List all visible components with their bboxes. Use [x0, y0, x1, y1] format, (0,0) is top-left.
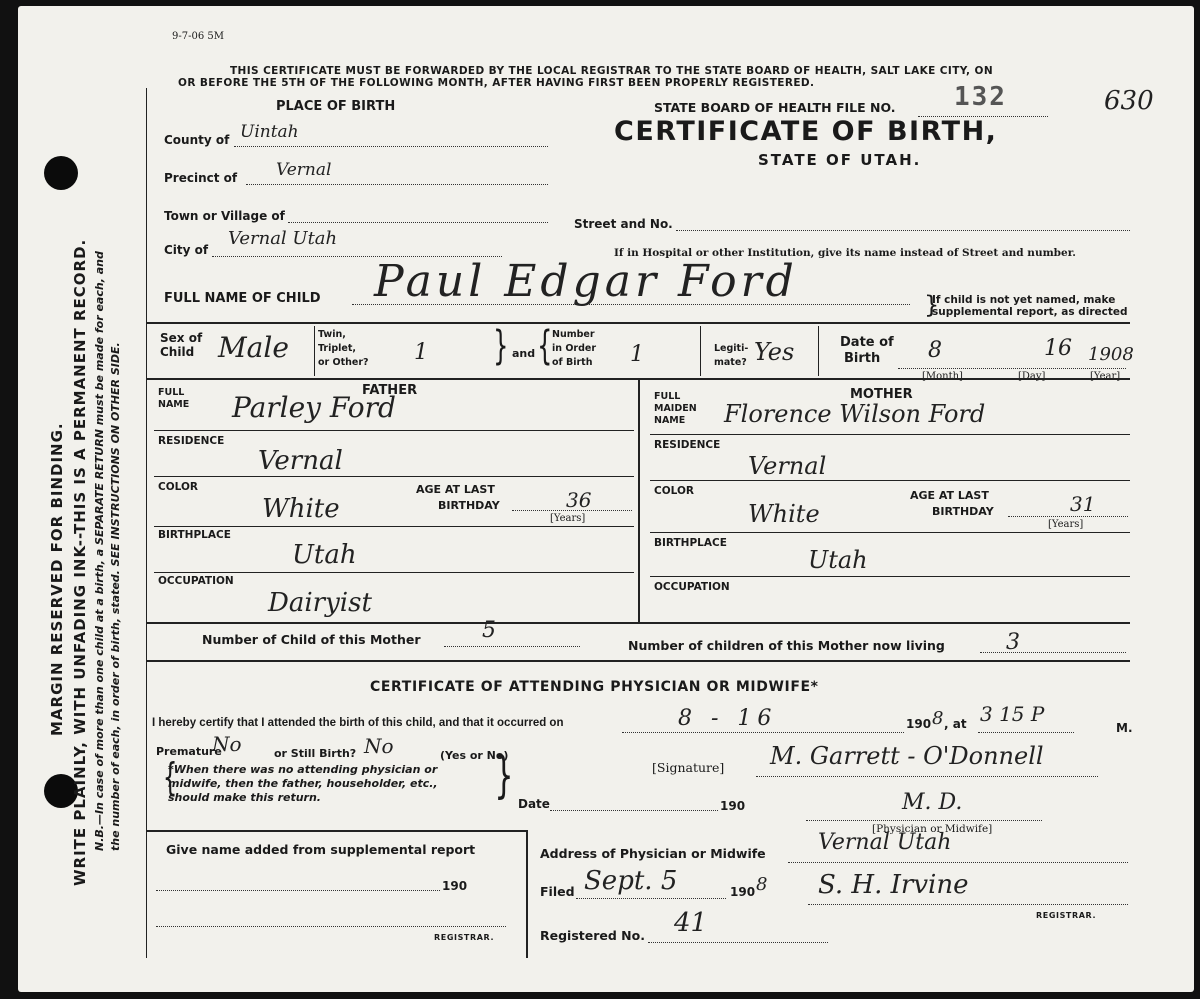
- address-label: Address of Physician or Midwife: [540, 846, 766, 861]
- father-occupation-label: OCCUPATION: [158, 575, 234, 587]
- margin-ink-text: WRITE PLAINLY, WITH UNFADING INK--THIS IS A PERMANENT RECORD.: [71, 238, 89, 886]
- mother-residence: Vernal: [748, 452, 827, 480]
- physician-date-label: Date: [518, 797, 550, 811]
- at-label: , at: [944, 717, 967, 731]
- street-label: Street and No.: [574, 217, 673, 231]
- father-years-label: [Years]: [550, 513, 586, 524]
- physician-heading: CERTIFICATE OF ATTENDING PHYSICIAN OR MIDWIFE*: [370, 679, 819, 695]
- sex-value: Male: [218, 331, 289, 364]
- father-age: 36: [566, 488, 592, 512]
- legit-value: Yes: [754, 338, 795, 366]
- day-label: [Day]: [1018, 371, 1046, 382]
- father-residence-label: RESIDENCE: [158, 435, 225, 447]
- father-residence: Vernal: [258, 446, 343, 476]
- twin-value: 1: [414, 340, 428, 365]
- dob-label-2: Birth: [844, 351, 881, 366]
- year-label: [Year]: [1090, 371, 1121, 382]
- certificate-title: CERTIFICATE OF BIRTH,: [614, 116, 998, 147]
- not-named-note-2: supplemental report, as directed: [932, 306, 1128, 318]
- birth-certificate-sheet: MARGIN RESERVED FOR BINDING. WRITE PLAINLY, WITH UNFADING INK--THIS IS A PERMANENT RECORD. N.B.—In case of more than one child at a birth, a SEPARATE RETURN must be made for each, and the number of each, in order of birth, stated. SEE INSTRUCTIONS ON OTHER SIDE. 9-7-06 5M THIS CERTIFICATE MUST BE FORWARDED BY THE LOCAL REGISTRAR TO THE STATE BOARD OF HEALTH, SALT LAKE CITY, ON OR BEFORE THE 5TH OF THE FOLLOWING MONTH, AFTER HAVING FIRST BEEN PROPERLY REGISTERED. PLACE OF BIRTH County of Uintah Precinct of Vernal Town or Village of City of Vernal Utah STATE BOARD OF HEALTH FILE NO. 132 630 CERTIFICATE OF BIRTH, STATE OF UTAH. Street and No. If in Hospital or other Institution, give its name instead of Street and number. FULL NAME OF CHILD Paul Edgar Ford If child is not yet named, make supplemental report, as directed } Sex of Child Male Twin, Triplet, or Other? 1 } and { Number in Order of Birth 1 Legiti- mate? Yes Date of Birth 8 16 1908 [Month] [Day] [Year] FATHER FULL NAME Parley Ford RESIDENCE Vernal COLOR White AGE AT LAST BIRTHDAY 36 [Years] BIRTHPLACE Utah OCCUPATION Dairyist MOTHER FULL MAIDEN NAME Florence Wilson Ford RESIDENCE Vernal COLOR White AGE AT LAST BIRTHDAY 31 [Years] BIRTHPLACE Utah OCCUPATION Number of Child of this Mother 5 Number of children of this Mother now living 3 CERTIFICATE OF ATTENDING PHYSICIAN OR MIDWIFE* I hereby certify that I attended the birth of this child, and that it occurred on 8 - 16 190 8 , at 3 15 P M. Premature No or Still Birth? No (Yes or No) { *When there was no attending physician or midwife, then the father, householder, etc., should make this return. } [Signature] M. Garrett - O'Donnell M. D. [Physician or Midwife] Date 190 Give name added from supplemental report 190 REGISTRAR. Address of Physician or Midwife Vernal Utah Filed Sept. 5 190 8 S. H. Irvine REGISTRAR. Registered No. 41: [18, 6, 1194, 992]
- mother-age-label-2: BIRTHDAY: [932, 505, 994, 518]
- county-value: Uintah: [240, 122, 299, 142]
- mother-age-label-1: AGE AT LAST: [910, 489, 989, 502]
- mother-occupation-label: OCCUPATION: [654, 581, 730, 593]
- mother-age: 31: [1070, 492, 1096, 516]
- order-label-3: of Birth: [552, 357, 593, 368]
- registered-label: Registered No.: [540, 928, 645, 943]
- child-number-value: 5: [482, 618, 496, 643]
- sex-label-1: Sex of: [160, 331, 203, 345]
- place-of-birth-heading: PLACE OF BIRTH: [276, 99, 396, 114]
- month-label: [Month]: [922, 371, 963, 382]
- legit-label-2: mate?: [714, 357, 747, 368]
- filed-year-prefix: 190: [730, 885, 756, 899]
- forwarding-notice-line2: OR BEFORE THE 5TH OF THE FOLLOWING MONTH, AFTER HAVING FIRST BEEN PROPERLY REGISTERED.: [178, 77, 815, 89]
- mother-color-label: COLOR: [654, 485, 694, 497]
- city-label: City of: [164, 243, 209, 257]
- yes-no-label: (Yes or No): [440, 749, 509, 762]
- mother-heading: MOTHER: [850, 387, 913, 402]
- physician-date-year: 190: [720, 799, 746, 813]
- supplemental-registrar: REGISTRAR.: [434, 933, 495, 942]
- physician-address: Vernal Utah: [818, 830, 952, 855]
- margin-file-number: 630: [1104, 86, 1154, 116]
- father-occupation: Dairyist: [268, 588, 372, 618]
- order-value: 1: [630, 342, 644, 367]
- occurred-date: 8 - 16: [678, 706, 778, 731]
- dob-year: 1908: [1088, 344, 1134, 365]
- twin-label-3: or Other?: [318, 357, 369, 368]
- binding-hole-top: [44, 156, 78, 190]
- physician-note-2: midwife, then the father, householder, etc.,: [168, 777, 438, 790]
- physician-title: M. D.: [902, 790, 963, 815]
- mother-full-label-2: MAIDEN: [654, 403, 697, 414]
- father-color-label: COLOR: [158, 481, 198, 493]
- left-border: [146, 88, 147, 958]
- physician-note-1: *When there was no attending physician or: [168, 763, 438, 776]
- certify-text: I hereby certify that I attended the birth of this child, and that it occurred on: [152, 717, 564, 729]
- father-full-label-2: NAME: [158, 399, 190, 410]
- physician-signature: M. Garrett - O'Donnell: [770, 742, 1044, 770]
- father-birthplace-label: BIRTHPLACE: [158, 529, 231, 541]
- dob-month: 8: [928, 338, 942, 363]
- children-living-label: Number of children of this Mother now living: [628, 638, 945, 653]
- town-label: Town or Village of: [164, 209, 285, 223]
- m-label: M.: [1116, 721, 1133, 735]
- mother-years-label: [Years]: [1048, 519, 1084, 530]
- physician-note-3: should make this return.: [168, 791, 321, 804]
- physician-or-midwife-label: [Physician or Midwife]: [872, 823, 993, 835]
- forwarding-notice-line1: THIS CERTIFICATE MUST BE FORWARDED BY THE LOCAL REGISTRAR TO THE STATE BOARD OF HEALTH, SALT LAKE CITY, ON: [230, 65, 994, 77]
- supplemental-label: Give name added from supplemental report: [166, 842, 476, 857]
- form-code: 9-7-06 5M: [172, 31, 224, 42]
- mother-color: White: [748, 500, 820, 528]
- filed-year: 8: [756, 874, 768, 895]
- father-age-label-1: AGE AT LAST: [416, 483, 495, 496]
- order-label-1: Number: [552, 329, 595, 340]
- precinct-label: Precinct of: [164, 171, 238, 185]
- margin-binding-text: MARGIN RESERVED FOR BINDING.: [48, 422, 66, 736]
- mother-name: Florence Wilson Ford: [724, 400, 986, 428]
- hospital-note: If in Hospital or other Institution, give its name instead of Street and number.: [614, 247, 1076, 259]
- file-number: 132: [954, 82, 1007, 112]
- twin-label-2: Triplet,: [318, 343, 357, 354]
- premature-value: No: [212, 732, 242, 756]
- occurred-year-prefix: 190: [906, 717, 932, 731]
- precinct-value: Vernal: [276, 160, 332, 180]
- dob-label-1: Date of: [840, 335, 894, 350]
- signature-label: [Signature]: [652, 760, 725, 775]
- margin-note-line1: N.B.—In case of more than one child at a birth, a SEPARATE RETURN must be made for each, and: [93, 251, 106, 851]
- registrar-label: REGISTRAR.: [1036, 911, 1097, 920]
- occurred-year: 8: [932, 708, 944, 729]
- full-name-label: FULL NAME OF CHILD: [164, 291, 321, 306]
- mother-residence-label: RESIDENCE: [654, 439, 721, 451]
- child-full-name: Paul Edgar Ford: [374, 256, 798, 307]
- stillbirth-value: No: [364, 734, 394, 758]
- registered-number: 41: [674, 908, 708, 938]
- margin-note-line2: the number of each, in order of birth, stated. SEE INSTRUCTIONS ON OTHER SIDE.: [109, 342, 122, 851]
- mother-birthplace-label: BIRTHPLACE: [654, 537, 727, 549]
- sex-label-2: Child: [160, 345, 195, 359]
- supplemental-year: 190: [442, 879, 468, 893]
- registrar-signature: S. H. Irvine: [818, 870, 969, 900]
- order-label-2: in Order: [552, 343, 597, 354]
- filed-label: Filed: [540, 884, 575, 899]
- filed-date: Sept. 5: [584, 866, 678, 896]
- state-title: STATE OF UTAH.: [758, 151, 922, 169]
- dob-day: 16: [1044, 336, 1072, 361]
- father-heading: FATHER: [362, 383, 418, 398]
- legit-label-1: Legiti-: [714, 343, 749, 354]
- father-birthplace: Utah: [292, 540, 357, 570]
- father-name: Parley Ford: [232, 391, 396, 424]
- and-label: and: [512, 347, 536, 360]
- child-number-label: Number of Child of this Mother: [202, 632, 421, 647]
- stillbirth-label: or Still Birth?: [274, 747, 357, 760]
- city-value: Vernal Utah: [228, 228, 338, 249]
- file-number-label: STATE BOARD OF HEALTH FILE NO.: [654, 100, 896, 115]
- not-named-note-1: If child is not yet named, make: [932, 294, 1116, 306]
- father-age-label-2: BIRTHDAY: [438, 499, 500, 512]
- premature-label: Premature: [156, 745, 222, 758]
- birth-time: 3 15 P: [980, 702, 1045, 726]
- twin-label-1: Twin,: [318, 329, 346, 340]
- father-color: White: [262, 494, 340, 524]
- father-full-label-1: FULL: [158, 387, 185, 398]
- mother-full-label-1: FULL: [654, 391, 681, 402]
- mother-birthplace: Utah: [808, 546, 868, 574]
- children-living-value: 3: [1006, 630, 1020, 655]
- county-label: County of: [164, 133, 230, 147]
- mother-full-label-3: NAME: [654, 415, 686, 426]
